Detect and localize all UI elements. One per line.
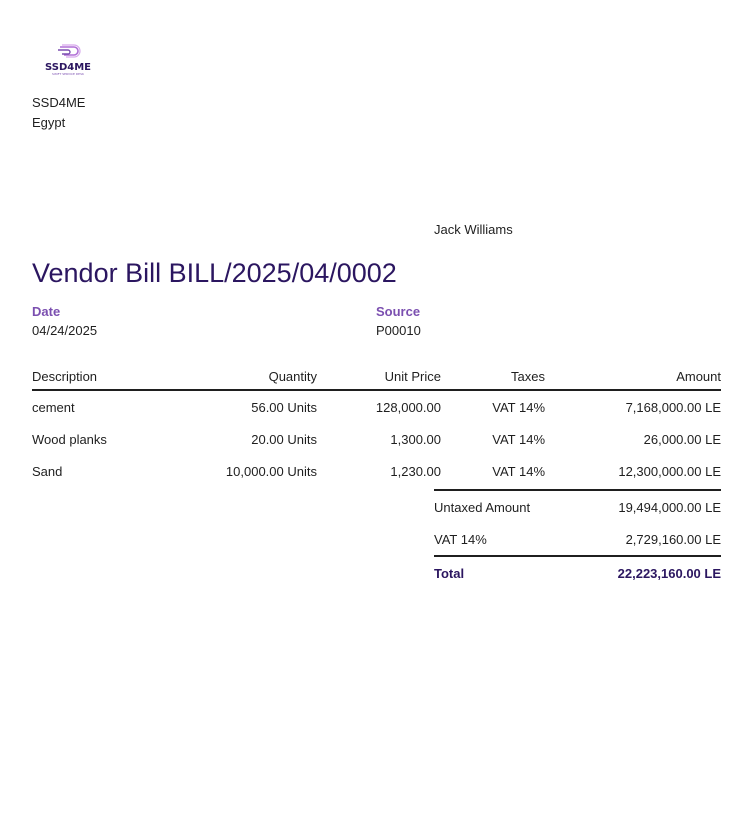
source-block <box>376 302 421 340</box>
row-taxes: VAT 14% <box>492 431 545 447</box>
header-description: Description <box>32 363 182 390</box>
source-value: P00010 <box>376 323 421 338</box>
total-row <box>434 556 721 589</box>
header-amount: Amount <box>545 363 721 390</box>
table-row <box>32 455 721 487</box>
table-header-row <box>32 363 721 390</box>
total-label: Total <box>434 556 572 589</box>
vat-row <box>434 523 721 556</box>
logo-tagline: SWIFT SERVICE DESK <box>52 72 84 76</box>
company-address <box>32 93 85 133</box>
page-title: Vendor Bill BILL/2025/04/0002 <box>32 258 397 288</box>
ssd4me-logo-icon <box>40 42 96 76</box>
row-unit-price: 128,000.00 <box>375 399 441 415</box>
vat-value: 2,729,160.00 LE <box>625 531 721 547</box>
untaxed-label: Untaxed Amount <box>434 490 572 523</box>
row-amount: 26,000.00 LE <box>643 431 721 447</box>
row-amount: 7,168,000.00 LE <box>625 399 721 415</box>
date-block <box>32 302 97 340</box>
row-description: cement <box>32 399 75 415</box>
untaxed-value: 19,494,000.00 LE <box>572 490 721 523</box>
date-value: 04/24/2025 <box>32 323 98 338</box>
row-unit-price: 1,230.00 <box>390 463 441 479</box>
vat-label: VAT 14% <box>434 531 487 547</box>
company-name: SSD4ME <box>32 95 86 110</box>
row-amount: 12,300,000.00 LE <box>618 463 721 479</box>
table-row <box>32 423 721 455</box>
row-taxes: VAT 14% <box>492 463 545 479</box>
row-quantity: 20.00 Units <box>251 431 317 447</box>
total-value: 22,223,160.00 LE <box>572 556 721 589</box>
source-label: Source <box>376 304 421 319</box>
totals-table <box>434 489 721 589</box>
table-row <box>32 390 721 423</box>
row-quantity: 10,000.00 Units <box>225 463 317 479</box>
row-description: Sand <box>32 463 63 479</box>
header-taxes: Taxes <box>441 363 545 390</box>
row-quantity: 56.00 Units <box>251 399 317 415</box>
header-quantity: Quantity <box>182 363 317 390</box>
partner-name: Jack Williams <box>434 222 513 237</box>
untaxed-row <box>434 490 721 523</box>
company-country: Egypt <box>32 115 66 130</box>
row-taxes: VAT 14% <box>492 399 545 415</box>
header-unit-price: Unit Price <box>317 363 441 390</box>
company-logo <box>40 42 96 76</box>
row-description: Wood planks <box>32 431 107 447</box>
row-unit-price: 1,300.00 <box>390 431 441 447</box>
logo-wordmark: SSD4ME <box>45 62 91 73</box>
date-label: Date <box>32 304 61 319</box>
invoice-lines-table <box>32 363 721 487</box>
